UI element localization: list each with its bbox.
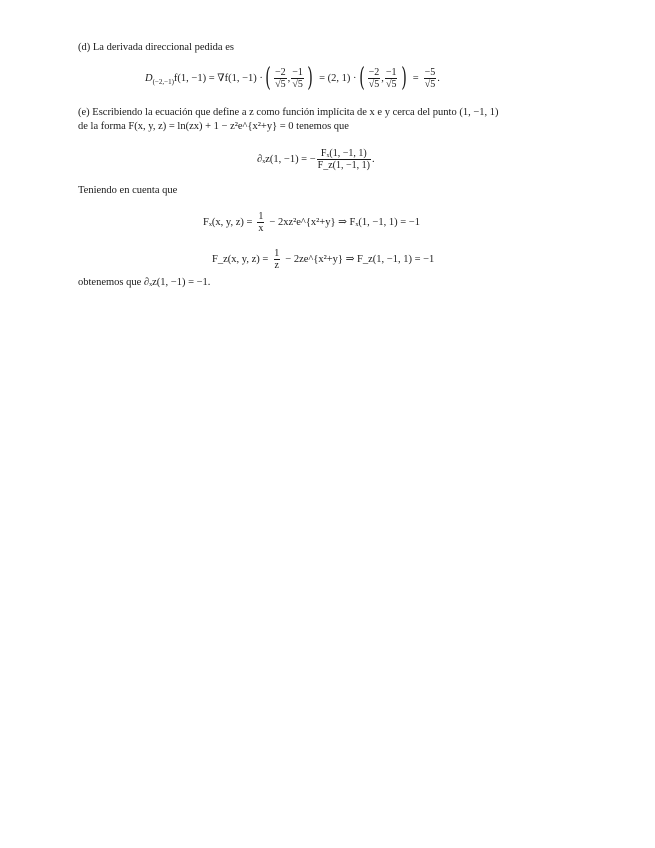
right-paren-2: ) [400,63,407,93]
eq-sign: = [412,72,419,84]
eq-mid: = (2, 1) · [319,72,357,84]
part-d-intro: (d) La derivada direccional pedida es [78,42,234,53]
implicit-derivative-equation: ∂ₓz(1, −1) = − $\frac{\text{Fₓ(1, −1, 1)}}{F\_z(1, -1, 1)}$ . [257,147,375,171]
D-symbol: $D_{(-2,-1)}$ [145,72,174,86]
Fz-lhs: F_z(x, y, z) = [212,253,269,265]
left-paren: ( [265,63,271,93]
Fz-fraction: $\frac{1}{z}$ [274,247,280,271]
implicit-lhs: ∂ₓz(1, −1) = − [257,153,316,165]
fraction-v1: $\frac{-2}{√5}$ [275,66,286,90]
part-e-line1: (e) Escribiendo la ecuación que define a z como función implícita de x e y cerca del punto (1, −1, 1) [78,107,499,118]
left-paren-2: ( [358,63,365,93]
Fx-lhs: Fₓ(x, y, z) = [203,216,253,228]
conclusion-text: obtenemos que ∂ₓz(1, −1) = −1. [78,277,211,288]
fraction-v4: $\frac{-1}{√5}$ [385,66,397,90]
Fz-rest: − 2ze^{x²+y} ⇒ F_z(1, −1, 1) = −1 [285,254,435,265]
right-paren: ) [307,63,313,93]
fraction-v3: $\frac{-2}{√5}$ [368,66,380,90]
Fx-equation [203,207,420,237]
teniendo-text: Teniendo en cuenta que [78,185,178,196]
Fx-rest: − 2xz²e^{x²+y} ⇒ Fₓ(1, −1, 1) = −1 [269,217,420,228]
fraction-result: $\frac{-5}{√5}$ [424,66,436,90]
Fz-equation [212,244,434,274]
implicit-fraction: $\frac{\text{Fₓ(1, −1, 1)}}{F\_z(1, -1, 1)}$ [317,147,370,171]
eq-lhs-rest: f(1, −1) = ∇f(1, −1) · [173,73,263,84]
directional-derivative-equation: $D_{(-2,-1)}$ f(1, −1) = ∇f(1, −1) · ( $\frac{-2}{√5}$ , $\frac{-1}{√5}$ ) = (2, 1) · ( $\frac{-2}{√5}$ , $\frac{-1}{√5}$ ) = $\frac{-5}{√5}$ . [145,63,440,93]
fraction-v2: $\frac{-1}{√5}$ [292,66,303,90]
Fx-fraction: $\frac{1}{x}$ [258,210,264,234]
part-e-line2: de la forma F(x, y, z) = ln(zx) + 1 − z²e^{x²+y} = 0 tenemos que [78,121,349,132]
